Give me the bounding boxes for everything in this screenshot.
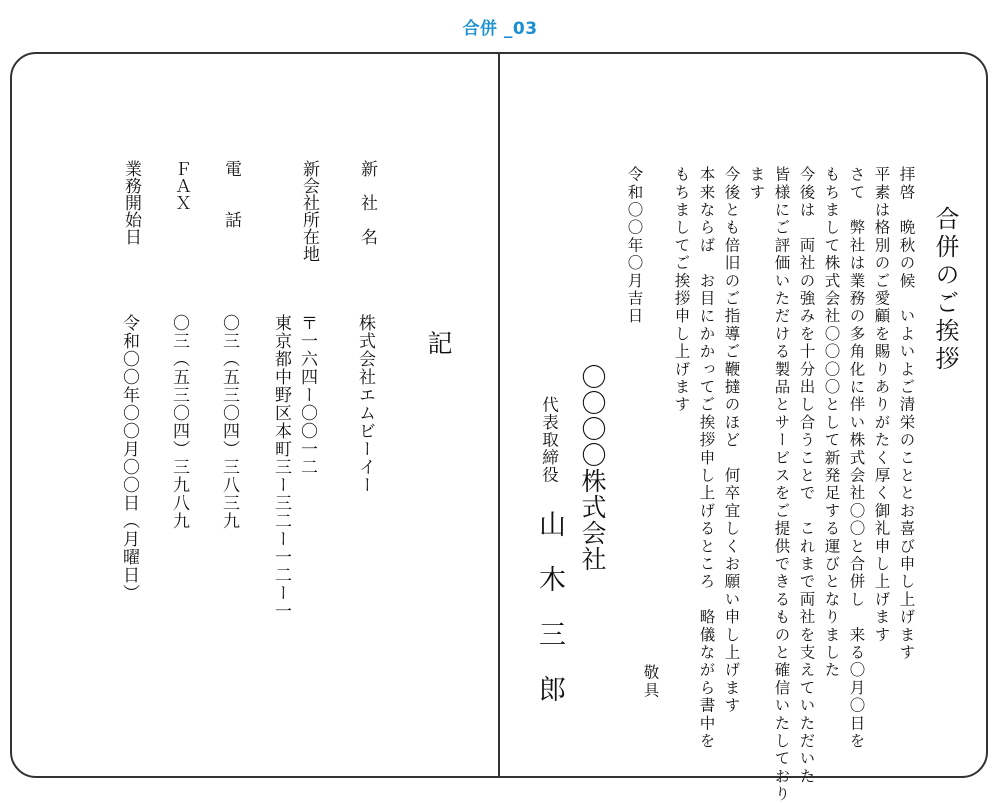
- row-label-address: 新会社所在地: [299, 160, 319, 262]
- letter-line: 今後とも倍旧のご指導ご鞭撻のほど 何卒宜しくお願い申し上げます: [722, 166, 741, 715]
- letter-line: 平素は格別のご愛顧を賜りありがたく厚く御礼申し上げます: [872, 166, 891, 644]
- letter-line: もちまして株式会社〇〇〇〇として新発足する運びとなりました: [822, 166, 841, 680]
- row-value-start-date: 令和〇〇年〇〇月〇〇日（月曜日）: [119, 314, 139, 602]
- letter-line: さて 弊社は業務の多角化に伴い株式会社〇〇と合併し 来る〇月〇日を: [847, 166, 866, 751]
- notice-heading: 記: [424, 330, 453, 355]
- document-label: 合併 _03: [462, 19, 538, 39]
- letter-date: 令和〇〇年〇月吉日: [625, 166, 644, 326]
- letter-closing: 敬具: [641, 664, 660, 700]
- row-label-fax: ＦＡＸ: [171, 160, 191, 211]
- row-value-fax: 〇三（五三〇四）三九八九: [169, 314, 189, 530]
- letter-line: 本来ならば お目にかかってご挨拶申し上げるところ 略儀ながら書中を: [697, 166, 716, 751]
- letter-line: 拝啓 晩秋の候 いよいよご清栄のこととお喜び申し上げます: [897, 166, 916, 662]
- company-name: 〇〇〇〇株式会社: [578, 364, 607, 572]
- letter-title: 合併のご挨拶: [931, 206, 959, 374]
- representative-title: 代表取締役: [539, 396, 559, 484]
- row-label-phone: 電 話: [221, 160, 241, 228]
- row-label-start-date: 業務開始日: [121, 160, 141, 245]
- letter-line: ます: [747, 166, 766, 202]
- letter-line: 今後は 両社の強みを十分出し合うことで これまで両社を支えていただいた: [797, 166, 816, 786]
- row-value-address: 東京都中野区本町三ー三二ー一二ー一: [271, 314, 291, 620]
- letter-line: もちましてご挨拶申し上げます: [672, 166, 691, 414]
- letter-line: 皆様にご評価いただける製品とサービスをご提供できるものと確信いたしており: [772, 166, 791, 803]
- row-label-company: 新 社 名: [357, 160, 377, 245]
- row-value-company: 株式会社エムビーイー: [355, 314, 375, 494]
- row-value-postal: 〒一六四ー〇〇一二: [297, 314, 317, 476]
- fold-line: [498, 52, 500, 778]
- representative-name: 山木三郎: [534, 510, 565, 730]
- row-value-phone: 〇三（五三〇四）三八三九: [219, 314, 239, 530]
